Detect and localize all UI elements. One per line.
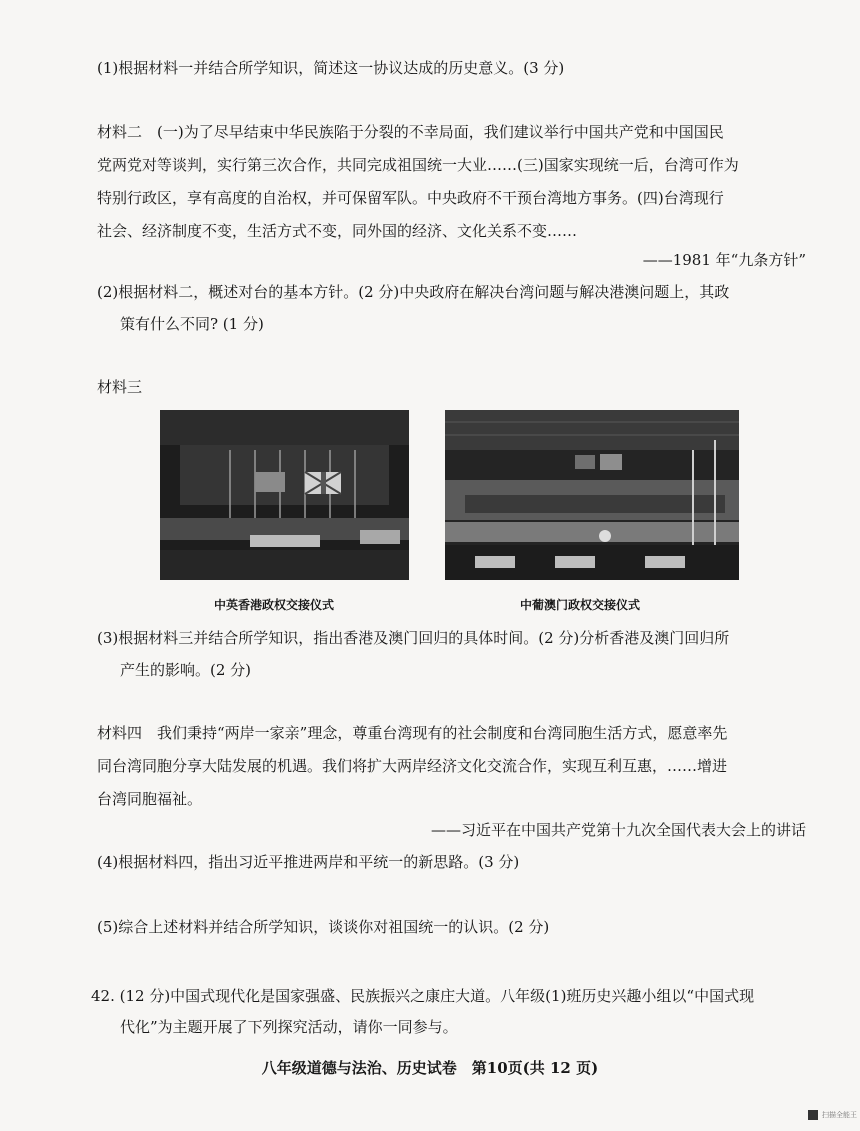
caption-macau: 中葡澳门政权交接仪式 (520, 598, 641, 612)
material-4-line-2: 同台湾同胞分享大陆发展的机遇。我们将扩大两岸经济文化交流合作，实现互利互惠，……增进 (97, 757, 728, 775)
macau-handover-photo (445, 410, 739, 580)
material-4-line-3: 台湾同胞福祉。 (97, 790, 203, 808)
page-footer: 八年级道德与法治、历史试卷 第10页(共 12 页) (261, 1059, 599, 1077)
question-42-line-1: 42. (12 分)中国式现代化是国家强盛、民族振兴之康庄大道。八年级(1)班历史兴趣小组以“中国式现 (91, 987, 755, 1005)
question-1: (1)根据材料一并结合所学知识，简述这一协议达成的历史意义。(3 分) (97, 59, 565, 77)
material-2-line-2: 党两党对等谈判，实行第三次合作，共同完成祖国统一大业……(三)国家实现统一后，台湾可作为 (97, 156, 739, 174)
question-3-line-1: (3)根据材料三并结合所学知识，指出香港及澳门回归的具体时间。(2 分)分析香港及澳门回归所 (97, 629, 730, 647)
question-42-line-2: 代化”为主题开展了下列探究活动，请你一同参与。 (120, 1018, 458, 1036)
question-2-line-2: 策有什么不同? (1 分) (120, 315, 264, 333)
question-2-line-1: (2)根据材料二，概述对台的基本方针。(2 分)中央政府在解决台湾问题与解决港澳问题上，其政 (97, 283, 730, 301)
question-5: (5)综合上述材料并结合所学知识，谈谈你对祖国统一的认识。(2 分) (97, 918, 550, 936)
material-2-source: ——1981 年“九条方针” (642, 251, 806, 269)
macau-photo-illustration (445, 410, 739, 580)
question-3-line-2: 产生的影响。(2 分) (120, 661, 252, 679)
scanner-watermark: 扫描全能王 (822, 1111, 857, 1119)
question-4: (4)根据材料四，指出习近平推进两岸和平统一的新思路。(3 分) (97, 853, 520, 871)
hong-kong-photo-illustration (160, 410, 409, 580)
hong-kong-handover-photo (160, 410, 409, 580)
caption-hong-kong: 中英香港政权交接仪式 (214, 598, 335, 612)
material-4-source: ——习近平在中国共产党第十九次全国代表大会上的讲话 (430, 821, 806, 839)
material-2-line-1: 材料二 (一)为了尽早结束中华民族陷于分裂的不幸局面，我们建议举行中国共产党和中国国民 (97, 123, 724, 141)
material-4-line-1: 材料四 我们秉持“两岸一家亲”理念，尊重台湾现有的社会制度和台湾同胞生活方式，愿意率先 (97, 724, 728, 742)
material-3-title: 材料三 (97, 378, 143, 396)
material-2-line-4: 社会、经济制度不变，生活方式不变，同外国的经济、文化关系不变…… (97, 222, 578, 240)
material-2-line-3: 特别行政区，享有高度的自治权，并可保留军队。中央政府不干预台湾地方事务。(四)台湾现行 (97, 189, 724, 207)
qr-code-icon (808, 1110, 818, 1120)
